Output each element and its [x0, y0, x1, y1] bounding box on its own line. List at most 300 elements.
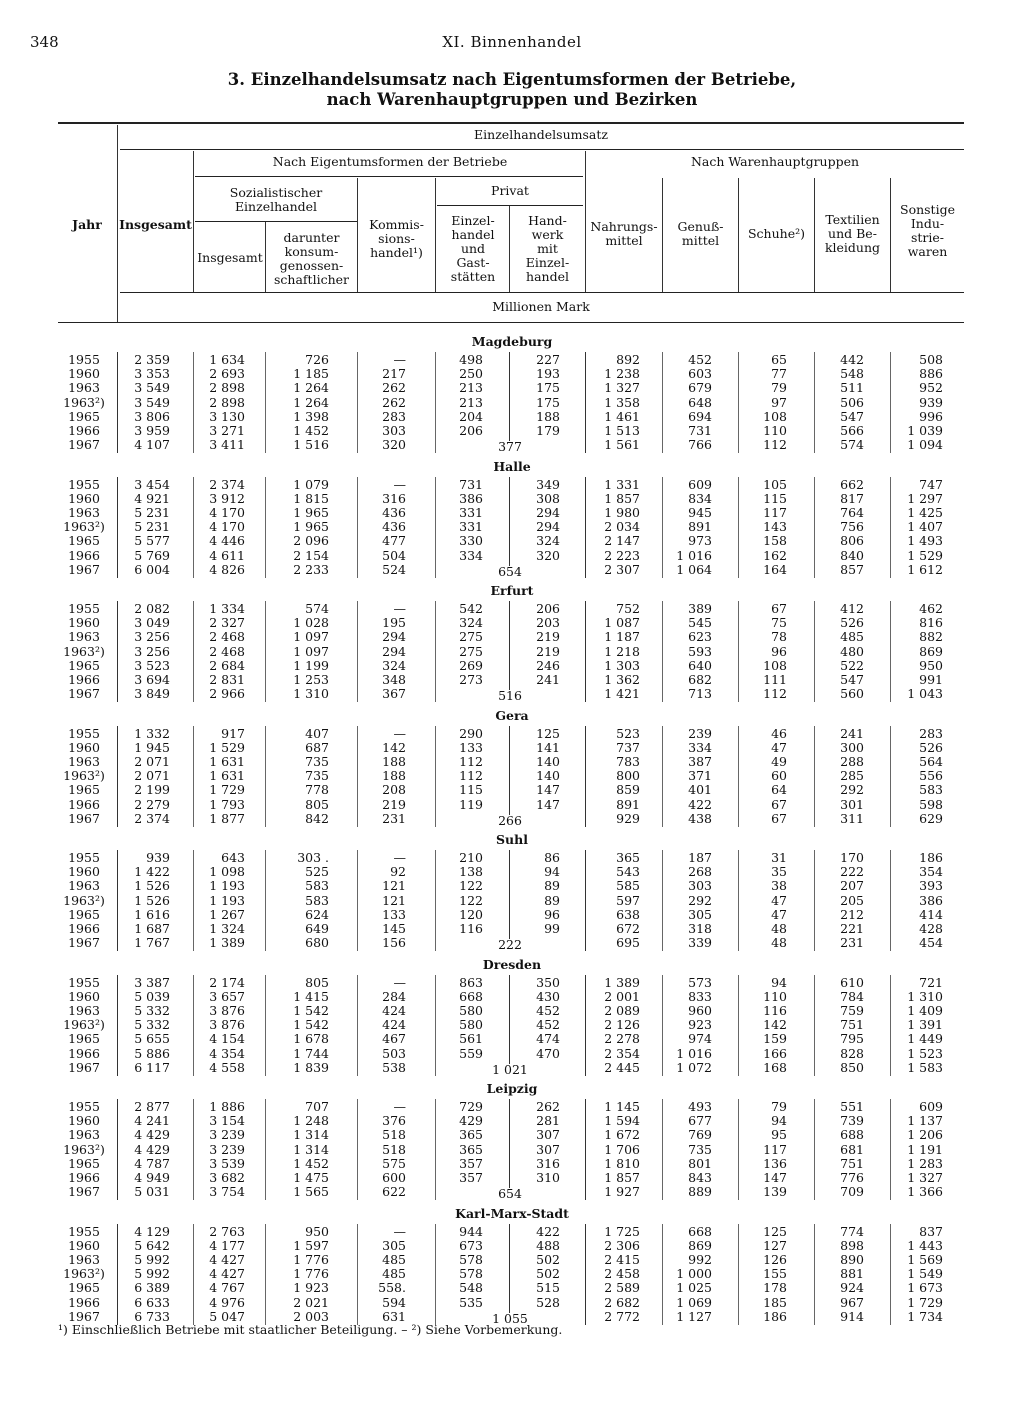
value-cell: 5 642 — [134, 1237, 170, 1253]
table-row — [0, 769, 1024, 783]
value-cell: 542 — [459, 601, 483, 616]
table-row — [0, 783, 1024, 797]
header-sonstige-l4: waren — [907, 244, 948, 259]
value-cell: 3 912 — [209, 490, 245, 506]
value-cell: 219 — [382, 796, 406, 812]
value-cell: 175 — [536, 380, 560, 396]
value-cell: — — [393, 601, 406, 616]
value-cell: 156 — [382, 935, 406, 951]
value-cell: 1 267 — [209, 906, 245, 922]
header-nach-warenhauptgruppen: Nach Warenhauptgruppen — [690, 154, 860, 169]
value-cell: 1 398 — [293, 408, 329, 424]
value-cell: 1 303 — [604, 657, 640, 673]
value-cell: 2 415 — [604, 1251, 640, 1267]
value-cell: 795 — [840, 1031, 864, 1047]
header-sonstige-l2: Indu- — [910, 216, 945, 231]
value-cell: 498 — [459, 352, 483, 367]
value-cell: 1 421 — [604, 686, 640, 702]
year-cell: 1967 — [68, 561, 100, 577]
header-sonstige-l1: Sonstige — [900, 202, 955, 217]
value-cell: 776 — [840, 1170, 864, 1185]
value-cell: 268 — [688, 864, 712, 880]
value-cell: 638 — [616, 906, 640, 922]
value-cell: 766 — [688, 437, 712, 453]
table-row — [0, 367, 1024, 381]
table-row — [0, 727, 1024, 741]
value-cell: 275 — [459, 643, 483, 659]
value-cell: 99 — [544, 921, 560, 936]
value-cell: 1 327 — [604, 380, 640, 396]
header-privat: Privat — [491, 183, 529, 198]
value-cell: 515 — [536, 1280, 560, 1296]
header-nahrung-l2: mittel — [605, 233, 643, 248]
value-cell: 116 — [459, 921, 483, 936]
table-row — [0, 506, 1024, 520]
value-cell: 168 — [763, 1059, 787, 1075]
value-cell: 219 — [536, 629, 560, 645]
value-cell: 1 965 — [293, 504, 329, 520]
value-cell: 869 — [919, 643, 943, 659]
value-cell: 1 767 — [134, 935, 170, 951]
value-cell: 185 — [763, 1294, 787, 1310]
privat-combined-1967: 654 — [498, 563, 522, 579]
header-handwerk-l1: Hand- — [528, 213, 567, 228]
value-cell: 273 — [459, 672, 483, 687]
value-cell: 891 — [616, 796, 640, 812]
value-cell: 357 — [459, 1155, 483, 1171]
value-cell: 538 — [382, 1059, 406, 1075]
value-cell: 580 — [459, 1002, 483, 1018]
value-cell: 166 — [763, 1045, 787, 1061]
year-cell: 1955 — [68, 352, 100, 367]
value-cell: 207 — [840, 878, 864, 894]
header-rule-sozial — [195, 176, 583, 177]
value-cell: 5 577 — [134, 533, 170, 549]
region-block — [0, 1204, 1024, 1329]
value-cell: 1 793 — [209, 796, 245, 812]
value-cell: 231 — [382, 810, 406, 826]
value-cell: 857 — [840, 561, 864, 577]
value-cell: 3 454 — [134, 476, 170, 492]
value-cell: 2 001 — [604, 988, 640, 1004]
value-cell: 442 — [840, 352, 864, 367]
value-cell: 523 — [616, 725, 640, 741]
value-cell: 186 — [763, 1308, 787, 1324]
value-cell: 503 — [382, 1045, 406, 1061]
value-cell: 5 039 — [134, 988, 170, 1004]
value-cell: 5 231 — [134, 519, 170, 535]
value-cell: 850 — [840, 1059, 864, 1075]
value-cell: 774 — [840, 1223, 864, 1239]
value-cell: 31 — [771, 850, 787, 865]
value-cell: 96 — [771, 643, 787, 659]
year-cell: 1963 — [68, 878, 100, 894]
value-cell: 1 634 — [209, 352, 245, 367]
value-cell: 117 — [763, 1141, 787, 1157]
value-cell: 324 — [459, 615, 483, 631]
value-cell: 506 — [840, 394, 864, 410]
value-cell: 1 776 — [293, 1251, 329, 1267]
value-cell: 2 089 — [604, 1002, 640, 1018]
table-row — [0, 1157, 1024, 1171]
value-cell: 1 516 — [293, 437, 329, 453]
value-cell: 212 — [840, 906, 864, 922]
value-cell: 3 806 — [134, 408, 170, 424]
value-cell: 1 425 — [907, 504, 943, 520]
value-cell: 1 358 — [604, 394, 640, 410]
value-cell: 47 — [771, 906, 787, 922]
header-top-rule — [58, 122, 964, 124]
value-cell: 694 — [688, 408, 712, 424]
header-nahrung-l1: Nahrungs- — [590, 219, 658, 234]
value-cell: 1 542 — [293, 1002, 329, 1018]
value-cell: 5 886 — [134, 1045, 170, 1061]
value-cell: 5 992 — [134, 1251, 170, 1267]
year-cell: 1965 — [68, 408, 100, 424]
value-cell: 1 561 — [604, 437, 640, 453]
value-cell: 186 — [919, 850, 943, 865]
value-cell: 485 — [840, 629, 864, 645]
value-cell: 1 039 — [907, 423, 943, 438]
value-cell: 1 043 — [907, 686, 943, 702]
year-cell: 1963²) — [63, 643, 105, 659]
value-cell: 2 071 — [134, 753, 170, 769]
table-row — [0, 990, 1024, 1004]
privat-combined-1967: 266 — [498, 812, 522, 828]
table-row — [0, 630, 1024, 644]
value-cell: 3 549 — [134, 394, 170, 410]
value-cell: 974 — [688, 1031, 712, 1047]
value-cell: 518 — [382, 1127, 406, 1143]
header-komm-l1: Kommis- — [369, 217, 424, 232]
year-cell: 1963²) — [63, 1266, 105, 1282]
year-cell: 1965 — [68, 1280, 100, 1296]
value-cell: 3 411 — [209, 437, 245, 453]
table-row — [0, 922, 1024, 936]
value-cell: 305 — [688, 906, 712, 922]
footnote: ¹) Einschließlich Betriebe mit staatlicher Beteiligung. – ²) Siehe Vorbemerkung. — [58, 1322, 563, 1337]
value-cell: 1 310 — [907, 988, 943, 1004]
value-cell: 79 — [771, 1099, 787, 1114]
value-cell: 2 693 — [209, 366, 245, 382]
value-cell: 629 — [919, 810, 943, 826]
value-cell: 1 583 — [907, 1059, 943, 1075]
header-sonstige-l3: strie- — [910, 230, 945, 245]
value-cell: 524 — [382, 561, 406, 577]
header-jahr: Jahr — [72, 217, 102, 232]
header-einheit: Millionen Mark — [492, 299, 590, 314]
value-cell: — — [393, 1223, 406, 1239]
value-cell: 560 — [840, 686, 864, 702]
value-cell: 1 415 — [293, 988, 329, 1004]
table-row — [0, 1267, 1024, 1281]
value-cell: 64 — [771, 782, 787, 798]
value-cell: 219 — [536, 643, 560, 659]
value-cell: 1 886 — [209, 1099, 245, 1114]
value-cell: 303 — [688, 878, 712, 894]
value-cell: 94 — [544, 864, 560, 880]
value-cell: 2 831 — [209, 672, 245, 687]
value-cell: 4 446 — [209, 533, 245, 549]
header-einzel-l4: Gast- — [456, 255, 490, 270]
value-cell: 294 — [382, 629, 406, 645]
value-cell: 1 422 — [134, 864, 170, 880]
value-cell: 996 — [919, 408, 943, 424]
value-cell: 729 — [459, 1099, 483, 1114]
value-cell: 162 — [763, 547, 787, 563]
year-cell: 1963²) — [63, 519, 105, 535]
header-insgesamt: Insgesamt — [119, 217, 192, 232]
value-cell: 2 278 — [604, 1031, 640, 1047]
value-cell: 4 241 — [134, 1113, 170, 1129]
value-cell: 125 — [536, 725, 560, 741]
value-cell: 622 — [382, 1184, 406, 1200]
value-cell: 350 — [536, 974, 560, 990]
year-cell: 1967 — [68, 810, 100, 826]
value-cell: 511 — [840, 380, 864, 396]
value-cell: 262 — [536, 1099, 560, 1114]
value-cell: 4 767 — [209, 1280, 245, 1296]
value-cell: 365 — [616, 850, 640, 865]
value-cell: 2 374 — [134, 810, 170, 826]
table-row — [0, 894, 1024, 908]
header-handwerk-l4: Einzel- — [525, 255, 570, 270]
value-cell: 294 — [536, 504, 560, 520]
value-cell: 2 898 — [209, 380, 245, 396]
value-cell: 428 — [919, 921, 943, 936]
value-cell: 1 072 — [676, 1059, 712, 1075]
running-head: XI. Binnenhandel — [442, 33, 582, 51]
value-cell: 3 256 — [134, 643, 170, 659]
value-cell: 1 193 — [209, 878, 245, 894]
value-cell: 5 655 — [134, 1031, 170, 1047]
value-cell: 1 064 — [676, 561, 712, 577]
header-einzel-l3: und — [460, 241, 486, 256]
value-cell: 806 — [840, 533, 864, 549]
value-cell: 170 — [840, 850, 864, 865]
value-cell: 155 — [763, 1266, 787, 1282]
value-cell: 275 — [459, 629, 483, 645]
value-cell: 1 597 — [293, 1237, 329, 1253]
year-cell: 1963 — [68, 1251, 100, 1267]
value-cell: 4 429 — [134, 1127, 170, 1143]
value-cell: 583 — [305, 892, 329, 908]
value-cell: 334 — [688, 739, 712, 755]
value-cell: 213 — [459, 394, 483, 410]
value-cell: 598 — [919, 796, 943, 812]
value-cell: 47 — [771, 892, 787, 908]
value-cell: 2 071 — [134, 768, 170, 784]
value-cell: 387 — [688, 753, 712, 769]
value-cell: 525 — [305, 864, 329, 880]
value-cell: 1 443 — [907, 1237, 943, 1253]
value-cell: 147 — [536, 796, 560, 812]
value-cell: 145 — [382, 921, 406, 936]
value-cell: 86 — [544, 850, 560, 865]
value-cell: 535 — [459, 1294, 483, 1310]
value-cell: 141 — [536, 739, 560, 755]
value-cell: 210 — [459, 850, 483, 865]
value-cell: 121 — [382, 878, 406, 894]
year-cell: 1955 — [68, 974, 100, 990]
value-cell: 1 529 — [209, 739, 245, 755]
value-cell: 504 — [382, 547, 406, 563]
value-cell: 331 — [459, 519, 483, 535]
value-cell: 3 657 — [209, 988, 245, 1004]
value-cell: 547 — [840, 408, 864, 424]
table-row — [0, 798, 1024, 812]
table-row — [0, 879, 1024, 893]
value-cell: 834 — [688, 490, 712, 506]
table-row — [0, 673, 1024, 687]
header-genuss-l1: Genuß- — [677, 219, 724, 234]
year-cell: 1967 — [68, 437, 100, 453]
value-cell: 281 — [536, 1113, 560, 1129]
value-cell: 502 — [536, 1251, 560, 1267]
value-cell: 6 117 — [134, 1059, 170, 1075]
value-cell: 4 170 — [209, 519, 245, 535]
value-cell: 1 409 — [907, 1002, 943, 1018]
value-cell: 1 475 — [293, 1170, 329, 1185]
value-cell: 1 631 — [209, 753, 245, 769]
table-row — [0, 534, 1024, 548]
table-row — [0, 381, 1024, 395]
value-cell: 1 016 — [676, 547, 712, 563]
value-cell: 365 — [459, 1127, 483, 1143]
value-cell: 438 — [688, 810, 712, 826]
value-cell: 208 — [382, 782, 406, 798]
value-cell: 673 — [459, 1237, 483, 1253]
year-cell: 1960 — [68, 1113, 100, 1129]
value-cell: 863 — [459, 974, 483, 990]
value-cell: 3 049 — [134, 615, 170, 631]
region-block — [0, 830, 1024, 955]
table-row — [0, 1032, 1024, 1046]
value-cell: 142 — [382, 739, 406, 755]
value-cell: 485 — [382, 1266, 406, 1282]
value-cell: 526 — [919, 739, 943, 755]
value-cell: 105 — [763, 476, 787, 492]
value-cell: 929 — [616, 810, 640, 826]
value-cell: 389 — [688, 601, 712, 616]
header-handwerk-l2: werk — [531, 227, 564, 242]
value-cell: 436 — [382, 519, 406, 535]
value-cell: 307 — [536, 1127, 560, 1143]
value-cell: 3 682 — [209, 1170, 245, 1185]
value-cell: 111 — [763, 672, 787, 687]
value-cell: 1 137 — [907, 1113, 943, 1129]
table-row — [0, 492, 1024, 506]
value-cell: 4 427 — [209, 1266, 245, 1282]
year-cell: 1963 — [68, 504, 100, 520]
region-title: Magdeburg — [471, 334, 553, 349]
value-cell: 756 — [840, 519, 864, 535]
value-cell: 5 992 — [134, 1266, 170, 1282]
value-cell: 992 — [688, 1251, 712, 1267]
value-cell: 816 — [919, 615, 943, 631]
value-cell: 624 — [305, 906, 329, 922]
value-cell: 204 — [459, 408, 483, 424]
value-cell: 5 047 — [209, 1308, 245, 1324]
value-cell: 1 097 — [293, 643, 329, 659]
value-cell: 952 — [919, 380, 943, 396]
value-cell: 950 — [919, 657, 943, 673]
value-cell: 502 — [536, 1266, 560, 1282]
value-cell: 430 — [536, 988, 560, 1004]
value-cell: 371 — [688, 768, 712, 784]
value-cell: 138 — [459, 864, 483, 880]
value-cell: 731 — [459, 476, 483, 492]
value-cell: 890 — [840, 1251, 864, 1267]
value-cell: 285 — [840, 768, 864, 784]
value-cell: 751 — [840, 1155, 864, 1171]
value-cell: 136 — [763, 1155, 787, 1171]
year-cell: 1955 — [68, 725, 100, 741]
value-cell: 1 616 — [134, 906, 170, 922]
value-cell: 2 682 — [604, 1294, 640, 1310]
table-row — [0, 865, 1024, 879]
value-cell: 1 314 — [293, 1127, 329, 1143]
value-cell: 246 — [536, 657, 560, 673]
table-row — [0, 1114, 1024, 1128]
year-cell: 1960 — [68, 1237, 100, 1253]
value-cell: 288 — [840, 753, 864, 769]
region-title: Suhl — [496, 832, 528, 847]
value-cell: 117 — [763, 504, 787, 520]
value-cell: 600 — [382, 1170, 406, 1185]
table-row — [0, 1296, 1024, 1310]
value-cell: 480 — [840, 643, 864, 659]
value-cell: 203 — [536, 615, 560, 631]
value-cell: 143 — [763, 519, 787, 535]
value-cell: 422 — [688, 796, 712, 812]
table-row — [0, 1004, 1024, 1018]
value-cell: 1 028 — [293, 615, 329, 631]
value-cell: — — [393, 352, 406, 367]
value-cell: 1 079 — [293, 476, 329, 492]
value-cell: 467 — [382, 1031, 406, 1047]
value-cell: 4 177 — [209, 1237, 245, 1253]
value-cell: 2 877 — [134, 1099, 170, 1114]
value-cell: 67 — [771, 601, 787, 616]
value-cell: 488 — [536, 1237, 560, 1253]
year-cell: 1963 — [68, 629, 100, 645]
value-cell: 452 — [688, 352, 712, 367]
value-cell: 4 558 — [209, 1059, 245, 1075]
year-cell: 1966 — [68, 796, 100, 812]
value-cell: 324 — [382, 657, 406, 673]
value-cell: 1 199 — [293, 657, 329, 673]
year-cell: 1963²) — [63, 394, 105, 410]
value-cell: 125 — [763, 1223, 787, 1239]
value-cell: 470 — [536, 1045, 560, 1061]
value-cell: 543 — [616, 864, 640, 880]
value-cell: 648 — [688, 394, 712, 410]
value-cell: 518 — [382, 1141, 406, 1157]
value-cell: 241 — [840, 725, 864, 741]
value-cell: 2 199 — [134, 782, 170, 798]
value-cell: 891 — [688, 519, 712, 535]
value-cell: 2 966 — [209, 686, 245, 702]
region-title: Karl-Marx-Stadt — [455, 1205, 569, 1221]
value-cell: 1 098 — [209, 864, 245, 880]
value-cell: 429 — [459, 1113, 483, 1129]
header-genussmittel — [663, 220, 738, 248]
value-cell: 316 — [382, 490, 406, 506]
header-sozial-line2: Einzelhandel — [234, 199, 318, 214]
value-cell: 1 706 — [604, 1141, 640, 1157]
value-cell: 401 — [688, 782, 712, 798]
